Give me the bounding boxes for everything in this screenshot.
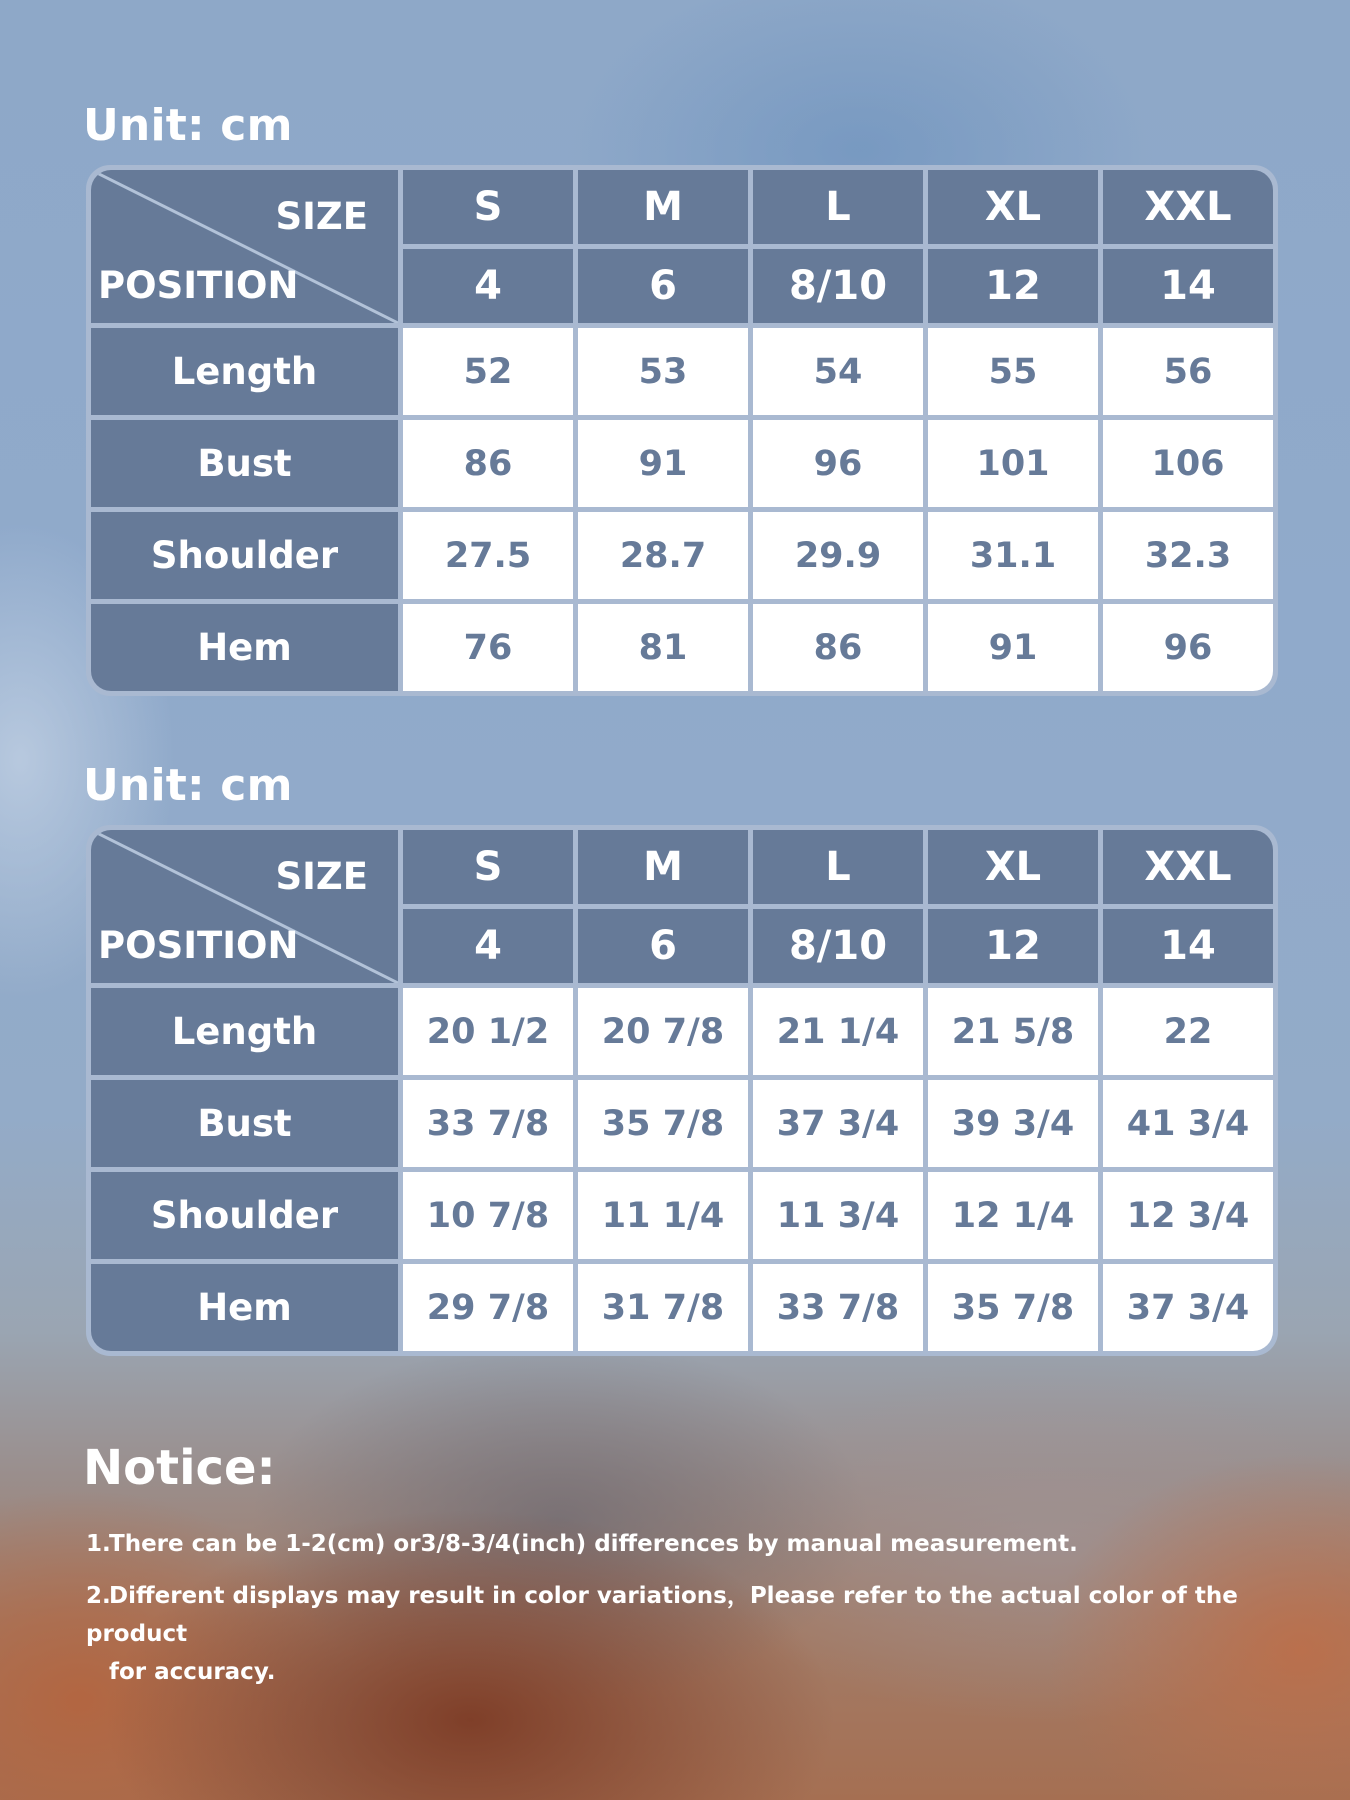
value-cell: 91	[928, 604, 1098, 691]
size-chart-table-inch	[86, 825, 1278, 1356]
value-cell: 31.1	[928, 512, 1098, 599]
value-cell: 22	[1103, 988, 1273, 1075]
corner-cell	[91, 830, 398, 983]
unit-label: Unit: cm	[83, 760, 293, 811]
size-number-cell: 4	[403, 909, 573, 983]
value-cell: 39 3/4	[928, 1080, 1098, 1167]
value-cell: 101	[928, 420, 1098, 507]
size-header-cell: L	[753, 830, 923, 904]
size-header-row	[91, 170, 1273, 244]
size-number-cell: 14	[1103, 909, 1273, 983]
row-label: Hem	[91, 1264, 398, 1351]
notice-item-text: Different displays may result in color variations，Please refer to the actual color of the product	[86, 1583, 1238, 1647]
corner-size-label: SIZE	[275, 855, 368, 898]
corner-size-label: SIZE	[275, 195, 368, 238]
corner-position-label: POSITION	[98, 264, 299, 307]
value-cell: 55	[928, 328, 1098, 415]
value-cell: 76	[403, 604, 573, 691]
size-header-cell: S	[403, 170, 573, 244]
value-cell: 32.3	[1103, 512, 1273, 599]
table-row	[91, 604, 1273, 691]
notice-item-number: 1.	[86, 1531, 111, 1557]
value-cell: 11 3/4	[753, 1172, 923, 1259]
value-cell: 10 7/8	[403, 1172, 573, 1259]
notice-item-text: There can be 1-2(cm) or3/8-3/4(inch) differences by manual measurement.	[109, 1531, 1078, 1557]
value-cell: 21 1/4	[753, 988, 923, 1075]
size-header-cell: XXL	[1103, 170, 1273, 244]
size-number-cell: 8/10	[753, 249, 923, 323]
table-row	[91, 420, 1273, 507]
size-number-cell: 6	[578, 909, 748, 983]
value-cell: 31 7/8	[578, 1264, 748, 1351]
table-row	[91, 512, 1273, 599]
size-number-cell: 8/10	[753, 909, 923, 983]
value-cell: 41 3/4	[1103, 1080, 1273, 1167]
table-row	[91, 328, 1273, 415]
value-cell: 53	[578, 328, 748, 415]
size-chart-table-cm	[86, 165, 1278, 696]
size-header-cell: L	[753, 170, 923, 244]
corner-cell	[91, 170, 398, 323]
row-label: Bust	[91, 420, 398, 507]
value-cell: 21 5/8	[928, 988, 1098, 1075]
value-cell: 29 7/8	[403, 1264, 573, 1351]
value-cell: 106	[1103, 420, 1273, 507]
row-label: Length	[91, 328, 398, 415]
row-label: Length	[91, 988, 398, 1075]
notice-item-number: 2.	[86, 1583, 111, 1609]
value-cell: 37 3/4	[1103, 1264, 1273, 1351]
notice-title: Notice:	[83, 1440, 276, 1496]
value-cell: 27.5	[403, 512, 573, 599]
value-cell: 20 7/8	[578, 988, 748, 1075]
value-cell: 28.7	[578, 512, 748, 599]
value-cell: 11 1/4	[578, 1172, 748, 1259]
size-header-cell: XL	[928, 170, 1098, 244]
size-header-cell: XL	[928, 830, 1098, 904]
table-row	[91, 988, 1273, 1075]
value-cell: 12 3/4	[1103, 1172, 1273, 1259]
value-cell: 20 1/2	[403, 988, 573, 1075]
value-cell: 52	[403, 328, 573, 415]
size-number-cell: 14	[1103, 249, 1273, 323]
size-number-cell: 4	[403, 249, 573, 323]
unit-label: Unit: cm	[83, 100, 293, 151]
size-header-cell: S	[403, 830, 573, 904]
size-header-row	[91, 830, 1273, 904]
size-header-cell: M	[578, 830, 748, 904]
table-row	[91, 1264, 1273, 1351]
value-cell: 54	[753, 328, 923, 415]
table-row	[91, 1172, 1273, 1259]
size-number-cell: 12	[928, 249, 1098, 323]
row-label: Shoulder	[91, 512, 398, 599]
value-cell: 37 3/4	[753, 1080, 923, 1167]
size-header-cell: XXL	[1103, 830, 1273, 904]
value-cell: 29.9	[753, 512, 923, 599]
row-label: Shoulder	[91, 1172, 398, 1259]
value-cell: 33 7/8	[403, 1080, 573, 1167]
size-header-cell: M	[578, 170, 748, 244]
notice-item	[86, 1577, 1286, 1691]
size-number-cell: 6	[578, 249, 748, 323]
value-cell: 96	[1103, 604, 1273, 691]
notice-item	[86, 1525, 1286, 1563]
value-cell: 86	[403, 420, 573, 507]
value-cell: 86	[753, 604, 923, 691]
value-cell: 35 7/8	[578, 1080, 748, 1167]
value-cell: 56	[1103, 328, 1273, 415]
notice-item-continuation: for accuracy.	[109, 1659, 276, 1685]
value-cell: 33 7/8	[753, 1264, 923, 1351]
value-cell: 12 1/4	[928, 1172, 1098, 1259]
size-number-cell: 12	[928, 909, 1098, 983]
value-cell: 35 7/8	[928, 1264, 1098, 1351]
value-cell: 81	[578, 604, 748, 691]
corner-position-label: POSITION	[98, 924, 299, 967]
value-cell: 91	[578, 420, 748, 507]
value-cell: 96	[753, 420, 923, 507]
row-label: Bust	[91, 1080, 398, 1167]
row-label: Hem	[91, 604, 398, 691]
table-row	[91, 1080, 1273, 1167]
